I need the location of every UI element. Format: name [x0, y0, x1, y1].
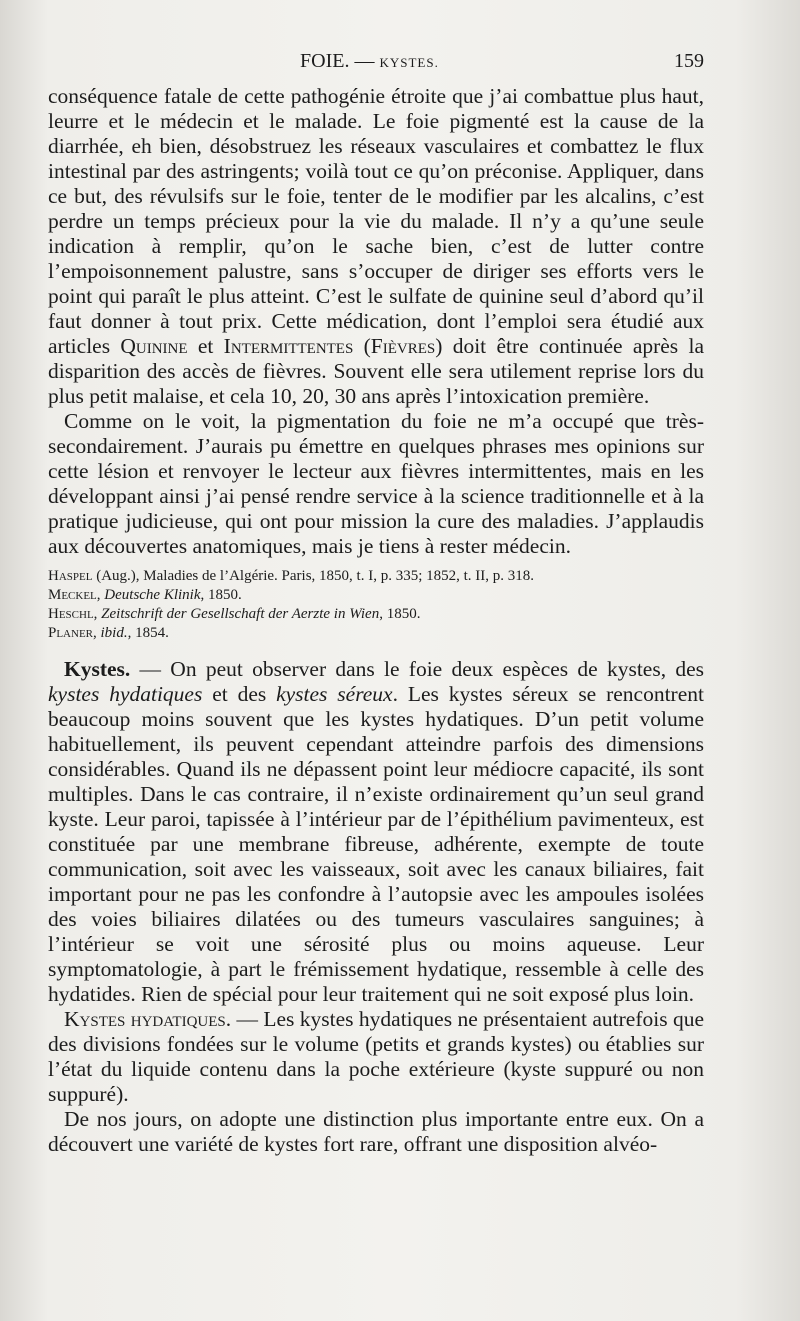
paragraph-hydatiques: Kystes hydatiques. — Les kystes hydatiques ne présentaient autrefois que des divisions fondées sur le volume (petits et grands kystes) ou établies sur l’état du liquide contenu dans la poche extérieure (kyste suppuré ou non suppuré). — [48, 1007, 704, 1106]
running-header — [48, 50, 704, 78]
reference-item: Haspel (Aug.), Maladies de l’Algérie. Paris, 1850, t. I, p. 335; 1852, t. II, p. 318. — [48, 568, 535, 584]
reference-item: Planer, ibid., 1854. — [48, 625, 169, 641]
page-number: 159 — [674, 50, 704, 72]
paragraph-conclusion: Comme on le voit, la pigmentation du foie ne m’a occupé que très-secondairement. J’aurais pu émettre en quelques phrases mes opinions sur cette lésion et renvoyer le lecteur aux fièvres intermittentes, mais en les développant ainsi j’ai pensé rendre service à la science traditionnelle et à la pratique judicieuse, qui ont pour mission la cure des maladies. J’applaudis aux découvertes anatomiques, mais je tiens à rester médecin. — [48, 409, 704, 558]
page-body — [48, 84, 704, 1157]
bibliography — [48, 567, 704, 643]
paragraph-kystes: Kystes. — On peut observer dans le foie deux espèces de kystes, des kystes hydatiques et des kystes séreux. Les kystes séreux se rencontrent beaucoup moins souvent que les kystes hydatiques. D’un petit volume habituellement, ils peuvent cependant atteindre parfois des dimensions considérables. Quand ils ne dépassent point leur médiocre capacité, ils sont multiples. Dans le cas contraire, il n’existe ordinairement qu’un seul grand kyste. Leur paroi, tapissée à l’intérieur par de l’épithélium pavimenteux, est constituée par une membrane fibreuse, adhérente, exempte de toute communication, soit avec les vaisseaux, soit avec les canaux biliaires, fait important pour ne pas les confondre à l’autopsie avec les ampoules isolées des voies biliaires dilatées ou des tumeurs vasculaires sanguines; à l’intérieur se voit une sérosité plus ou moins aqueuse. Leur symptomatologie, à part le frémissement hydatique, ressemble à celle des hydatides. Rien de spécial pour leur traitement qui ne soit exposé plus loin. — [48, 657, 704, 1006]
paragraph-last: De nos jours, on adopte une distinction plus importante entre eux. On a découvert une variété de kystes fort rare, offrant une disposition alvéo- — [48, 1107, 704, 1156]
reference-item: Meckel, Deutsche Klinik, 1850. — [48, 587, 242, 603]
subsection-title: Kystes hydatiques. — [64, 1007, 232, 1031]
running-title: FOIE. — KYSTES. — [300, 50, 439, 72]
paragraph-continued: conséquence fatale de cette pathogénie étroite que j’ai combattue plus haut, leurre et le médecin et le malade. Le foie pigmenté est la cause de la diarrhée, eh bien, désobstruez les réseaux vasculaires et combattez le flux intestinal par des astringents; voilà tout ce qu’on préconise. Appliquer, dans ce but, des révulsifs sur le foie, tenter de le modifier par les alcalins, c’est perdre un temps précieux pour la vie du malade. Il n’y a qu’une seule indication à remplir, qu’on le sache bien, c’est de lutter contre l’empoisonnement palustre, sans s’occuper de diriger ses efforts vers le point qui paraît le plus atteint. C’est le sulfate de quinine seul d’abord qu’il faut donner à tout prix. Cette médication, dont l’emploi sera étudié aux articles Quinine et Intermittentes (Fièvres) doit être continuée après la disparition des accès de fièvres. Souvent elle sera utilement reprise lors du plus petit malaise, et cela 10, 20, 30 ans après l’intoxication première. — [48, 84, 704, 408]
section-title: Kystes. — [64, 657, 131, 681]
reference-item: Heschl, Zeitschrift der Gesellschaft der Aerzte in Wien, 1850. — [48, 606, 421, 622]
